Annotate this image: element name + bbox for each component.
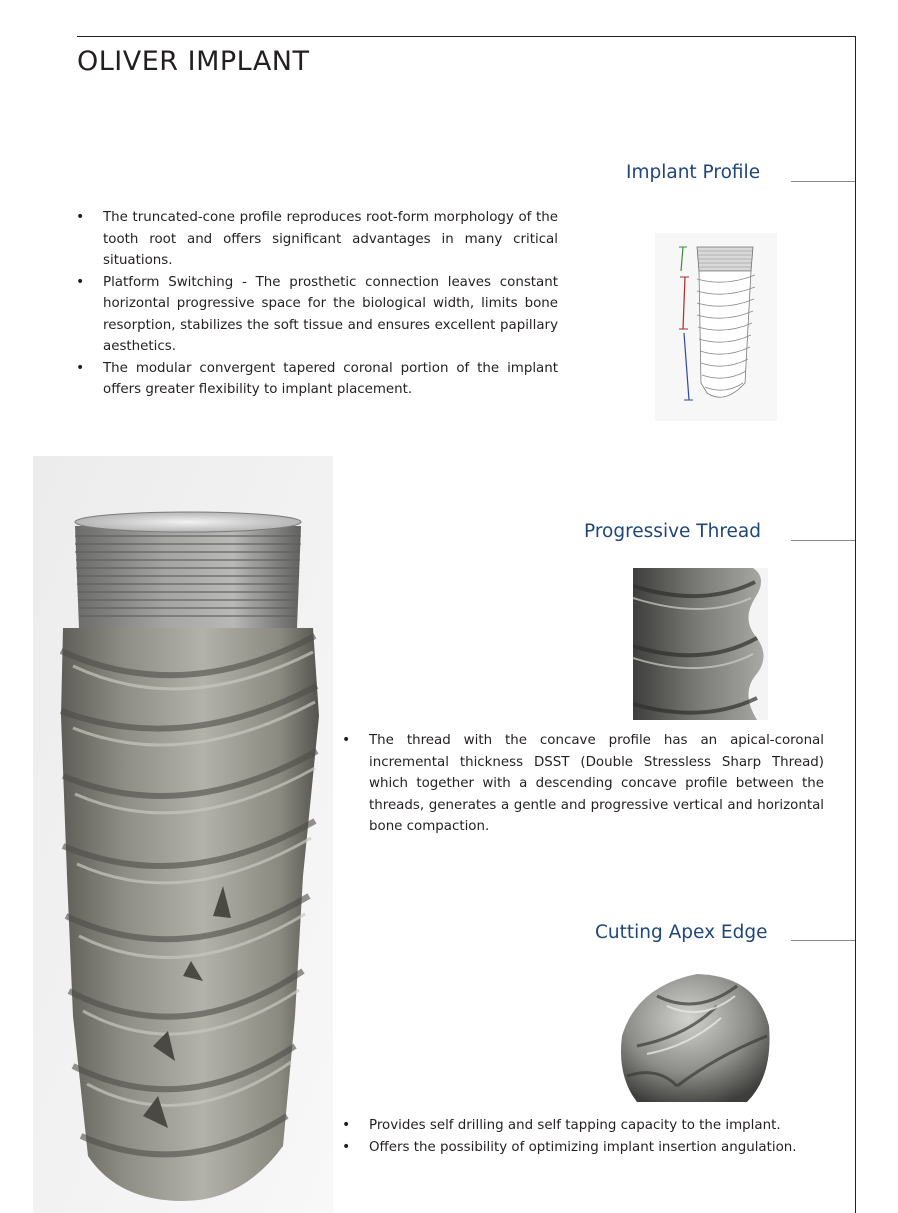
implant-profile-drawing [655, 233, 777, 421]
implant-profile-list [76, 207, 558, 401]
cutting-apex-photo [617, 966, 773, 1102]
list-item: • Provides self drilling and self tapping capacity to the implant. [342, 1115, 824, 1137]
implant-profile-rule [791, 181, 855, 182]
progressive-thread-photo [633, 568, 768, 720]
progressive-thread-rule [791, 540, 855, 541]
cutting-apex-edge-heading: Cutting Apex Edge [595, 922, 768, 943]
page-title: OLIVER IMPLANT [77, 46, 310, 77]
list-item: • The truncated-cone profile reproduces root-form morphology of the tooth root and offers significant advantages in many critical situations. [76, 207, 558, 272]
implant-profile-heading: Implant Profile [626, 162, 761, 183]
list-item: • Offers the possibility of optimizing implant insertion angulation. [342, 1137, 824, 1159]
progressive-thread-list [342, 730, 824, 838]
list-item: • The thread with the concave profile has an apical-coronal incremental thickness DSST (Double Stressless Sharp Thread) which together with a descending concave profile between the threads, generates a gentle and progressive vertical and horizontal bone compaction. [342, 730, 824, 838]
cutting-apex-edge-list [342, 1115, 824, 1158]
top-rule [77, 36, 855, 37]
list-item: • The modular convergent tapered coronal portion of the implant offers greater flexibility to implant placement. [76, 358, 558, 401]
implant-photo [33, 456, 333, 1213]
list-item: • Platform Switching - The prosthetic connection leaves constant horizontal progressive space for the biological width, limits bone resorption, stabilizes the soft tissue and ensures excellent papillary aesthetics. [76, 272, 558, 358]
cutting-apex-edge-rule [791, 940, 855, 941]
right-rule [855, 36, 856, 1213]
progressive-thread-heading: Progressive Thread [584, 521, 761, 542]
